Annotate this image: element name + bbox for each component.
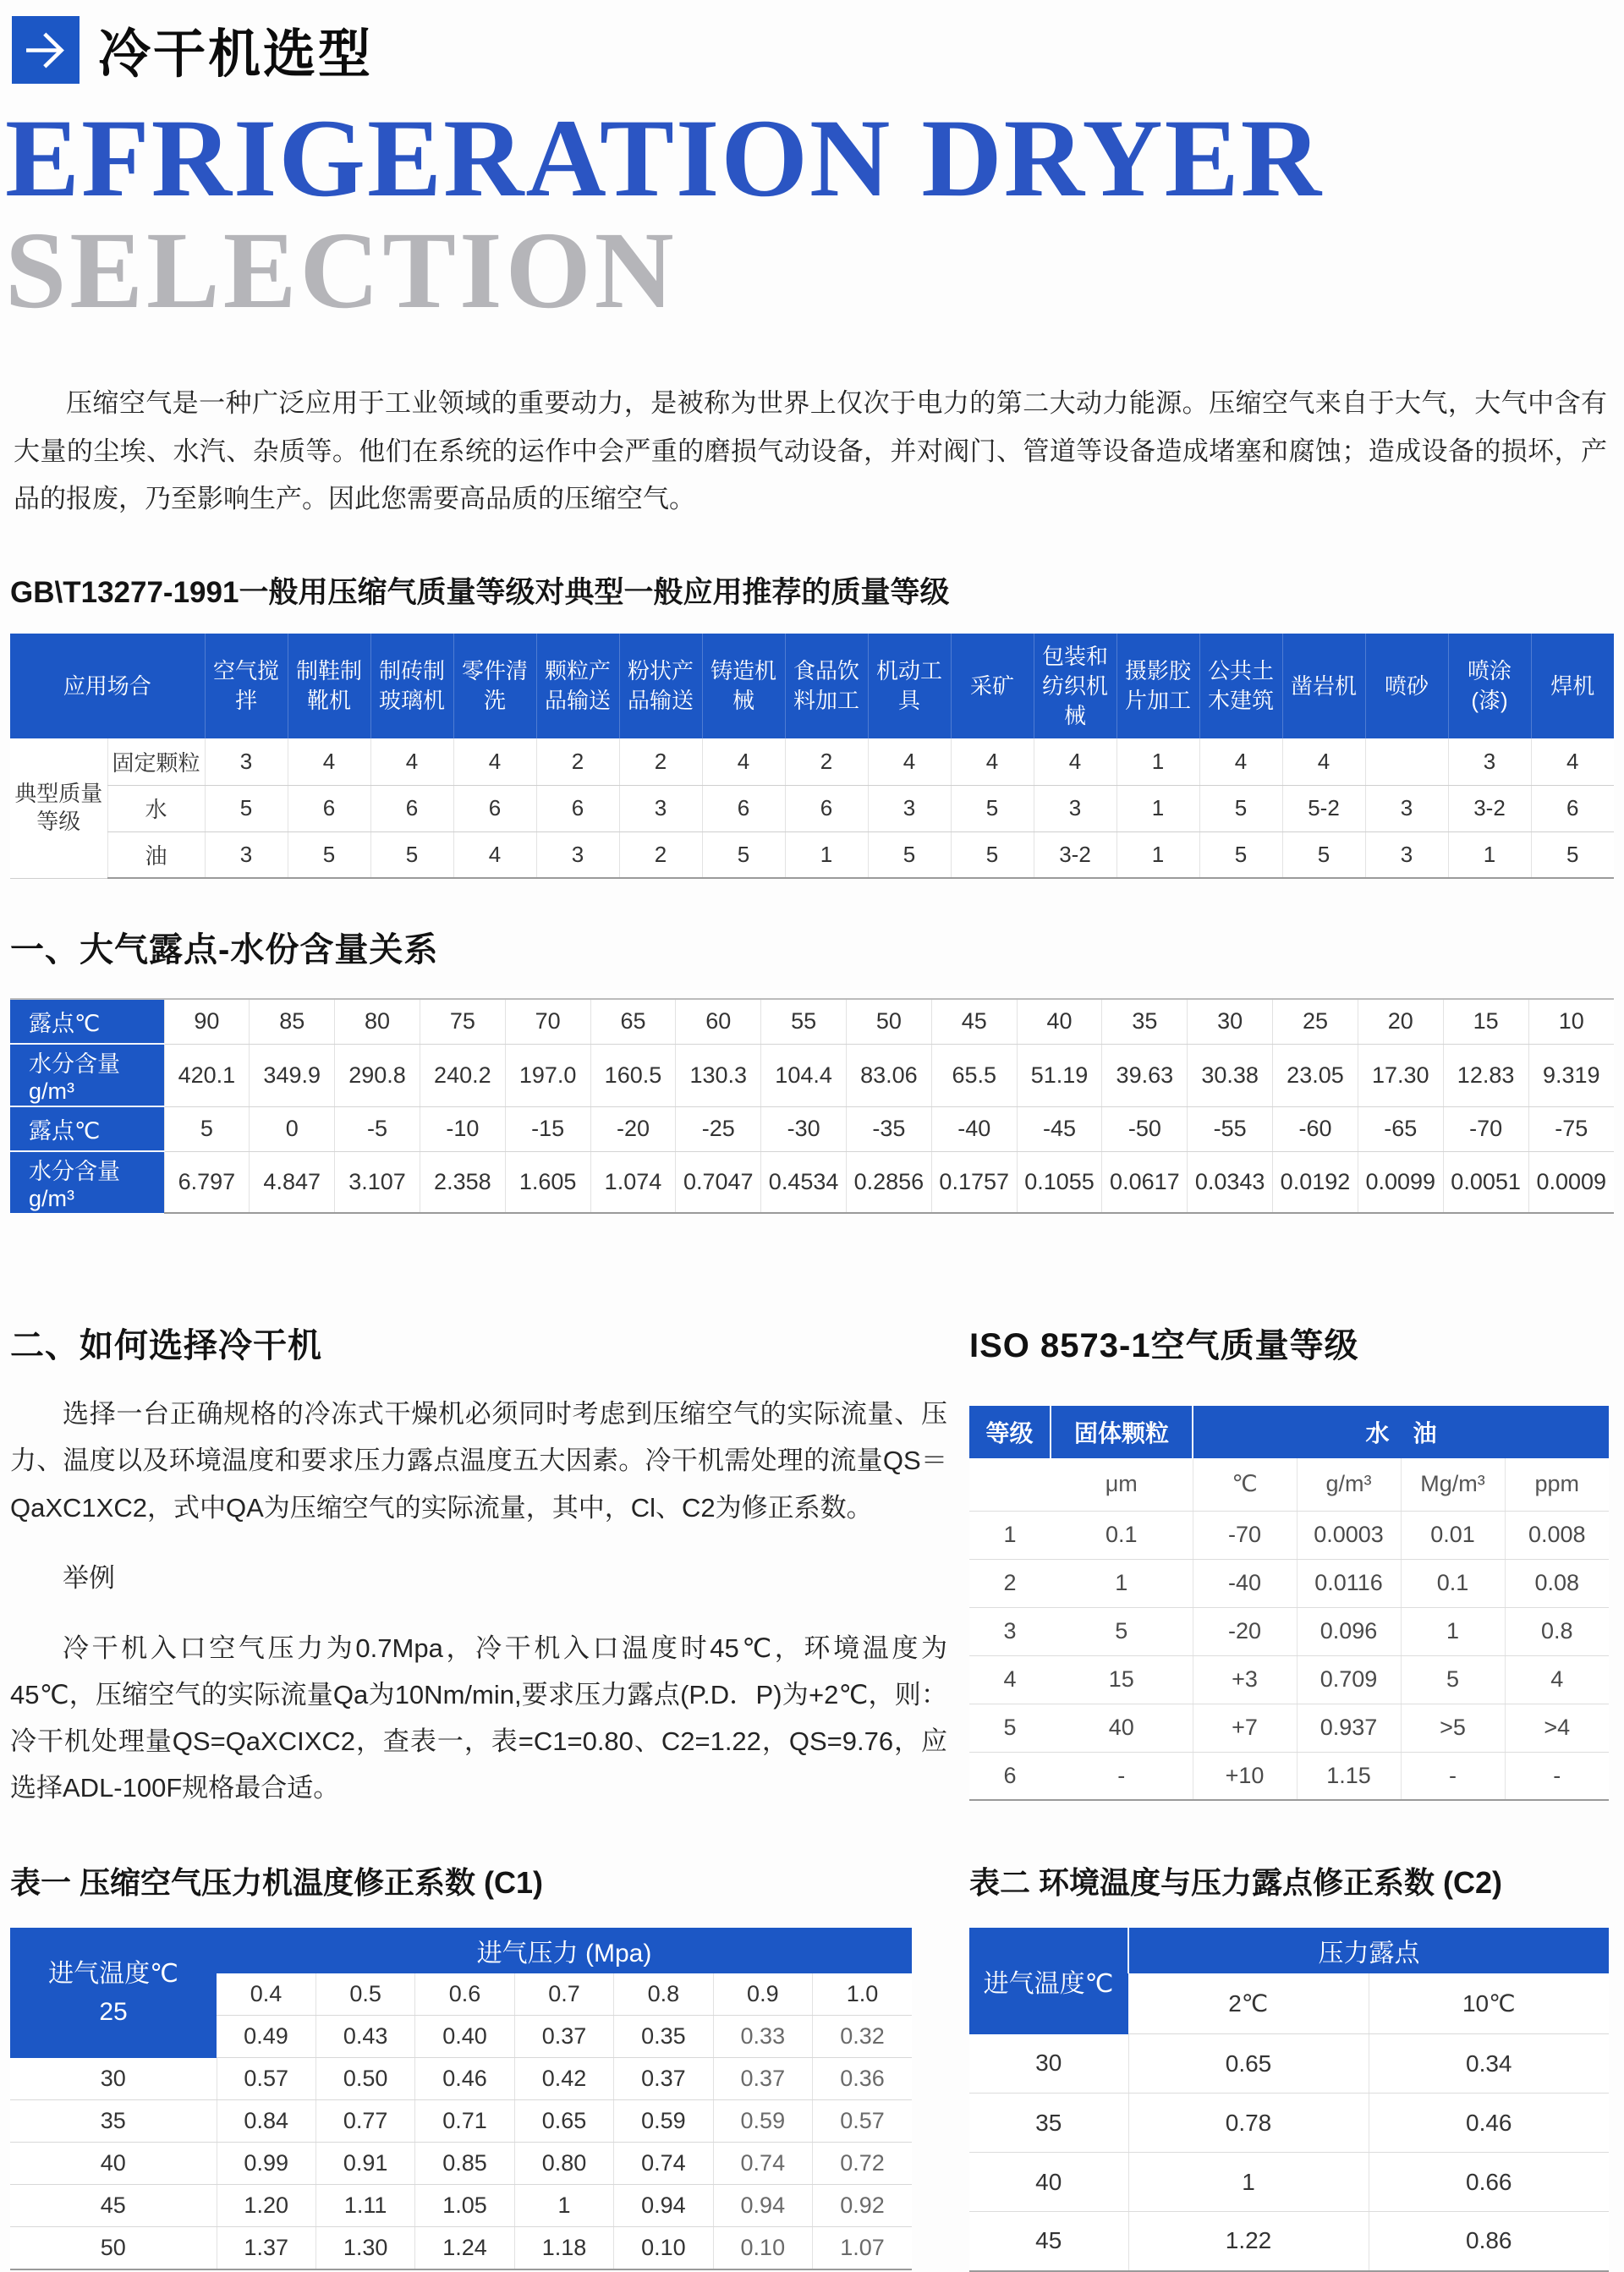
gb-cell: 5 bbox=[1531, 831, 1614, 878]
gb-row-label: 固定颗粒 bbox=[107, 738, 205, 785]
gb-cell: 2 bbox=[619, 738, 702, 785]
c1-cell: 0.32 bbox=[813, 2016, 912, 2058]
gb-cell: 5-2 bbox=[1282, 785, 1365, 831]
dew-cell: 0.0617 bbox=[1102, 1151, 1188, 1213]
gb-column-header: 颗粒产品输送 bbox=[536, 634, 619, 738]
c1-cell: 0.74 bbox=[614, 2143, 713, 2185]
c2-band-header: 压力露点 bbox=[1128, 1928, 1609, 1973]
c1-cell: 0.94 bbox=[614, 2185, 713, 2227]
c1-cell: 0.74 bbox=[713, 2143, 812, 2185]
c1-cell: 0.84 bbox=[217, 2100, 315, 2143]
dew-cell: 1.605 bbox=[505, 1151, 590, 1213]
iso-cell: 0.0116 bbox=[1297, 1559, 1401, 1607]
c1-cell: 0.43 bbox=[315, 2016, 414, 2058]
iso-cell: 1.15 bbox=[1297, 1752, 1401, 1800]
c1-band-header: 进气压力 (Mpa) bbox=[217, 1928, 912, 1973]
c1-temp-label: 35 bbox=[10, 2100, 217, 2143]
iso-header-water-oil: 水 油 bbox=[1193, 1406, 1609, 1458]
hero-title-en: EFRIGERATION DRYER bbox=[5, 96, 1324, 220]
gb-column-header: 凿岩机 bbox=[1282, 634, 1365, 738]
c1-corner-line2: 25 bbox=[99, 1997, 128, 2026]
iso-cell: 5 bbox=[1051, 1607, 1193, 1655]
gb-cell: 6 bbox=[288, 785, 370, 831]
c1-cell: 1.20 bbox=[217, 2185, 315, 2227]
c1-cell: 0.72 bbox=[813, 2143, 912, 2185]
c1-corner-line1: 进气温度℃ bbox=[48, 1959, 178, 1988]
c2-corner-header: 进气温度℃ bbox=[969, 1928, 1128, 2034]
gb-cell: 6 bbox=[536, 785, 619, 831]
gb-cell: 3-2 bbox=[1034, 831, 1116, 878]
iso-unit-cell bbox=[969, 1458, 1051, 1511]
c1-cell: 0.50 bbox=[315, 2058, 414, 2100]
gb-table bbox=[10, 634, 1614, 879]
bottom-tables-area bbox=[10, 1859, 1612, 2272]
c2-cell: 0.46 bbox=[1369, 2094, 1609, 2153]
dew-cell: -10 bbox=[420, 1106, 505, 1151]
c1-corner-header bbox=[10, 1928, 217, 2058]
c1-cell: 0.71 bbox=[415, 2100, 514, 2143]
gb-column-header: 摄影胶片加工 bbox=[1116, 634, 1199, 738]
c1-pressure-header: 0.7 bbox=[514, 1973, 613, 2016]
dew-cell: 60 bbox=[676, 999, 761, 1044]
gb-cell: 3 bbox=[1448, 738, 1531, 785]
gb-column-header: 食品饮料加工 bbox=[785, 634, 868, 738]
c1-temp-label: 40 bbox=[10, 2143, 217, 2185]
dew-cell: 50 bbox=[847, 999, 932, 1044]
gb-cell: 4 bbox=[868, 738, 951, 785]
gb-cell: 3-2 bbox=[1448, 785, 1531, 831]
c1-temp-label: 45 bbox=[10, 2185, 217, 2227]
gb-corner-header: 应用场合 bbox=[10, 634, 205, 738]
dew-cell: 9.319 bbox=[1528, 1044, 1614, 1106]
dew-cell: 10 bbox=[1528, 999, 1614, 1044]
c1-cell: 0.35 bbox=[614, 2016, 713, 2058]
dew-cell: -25 bbox=[676, 1106, 761, 1151]
c1-cell: 0.85 bbox=[415, 2143, 514, 2185]
iso-unit-cell: μm bbox=[1051, 1458, 1193, 1511]
dew-cell: 1.074 bbox=[590, 1151, 676, 1213]
c1-cell: 0.40 bbox=[415, 2016, 514, 2058]
iso-cell: +10 bbox=[1193, 1752, 1297, 1800]
iso-cell: 1 bbox=[1401, 1607, 1505, 1655]
iso-cell: 0.0003 bbox=[1297, 1511, 1401, 1559]
iso-cell: 0.937 bbox=[1297, 1704, 1401, 1752]
gb-cell: 5 bbox=[370, 831, 453, 878]
dew-table bbox=[10, 998, 1614, 1214]
iso-cell: >4 bbox=[1505, 1704, 1609, 1752]
howto-section-title: 二、如何选择冷干机 bbox=[10, 1327, 322, 1365]
gb-cell: 5 bbox=[1282, 831, 1365, 878]
c1-cell: 1.18 bbox=[514, 2227, 613, 2269]
c1-cell: 0.10 bbox=[614, 2227, 713, 2269]
dew-cell: 30.38 bbox=[1188, 1044, 1273, 1106]
c2-table bbox=[969, 1928, 1609, 2272]
iso-cell: 0.08 bbox=[1505, 1559, 1609, 1607]
gb-cell: 5 bbox=[702, 831, 785, 878]
dew-cell: 0 bbox=[250, 1106, 335, 1151]
gb-column-header: 喷砂 bbox=[1365, 634, 1448, 738]
gb-cell: 6 bbox=[453, 785, 536, 831]
dew-cell: 85 bbox=[250, 999, 335, 1044]
dew-cell: 0.0099 bbox=[1358, 1151, 1443, 1213]
gb-column-header: 制鞋制靴机 bbox=[288, 634, 370, 738]
iso-cell: 4 bbox=[1505, 1655, 1609, 1704]
page-header bbox=[12, 12, 1612, 87]
c1-cell: 0.99 bbox=[217, 2143, 315, 2185]
c1-cell: 0.59 bbox=[713, 2100, 812, 2143]
gb-cell: 4 bbox=[1034, 738, 1116, 785]
dew-cell: 420.1 bbox=[164, 1044, 250, 1106]
c2-cell: 0.86 bbox=[1369, 2212, 1609, 2271]
iso-cell: 1 bbox=[1051, 1559, 1193, 1607]
iso-cell: >5 bbox=[1401, 1704, 1505, 1752]
dew-cell: 12.83 bbox=[1443, 1044, 1528, 1106]
dew-row-label: 水分含量g/m³ bbox=[10, 1044, 164, 1106]
gb-cell: 2 bbox=[619, 831, 702, 878]
dew-cell: 0.0343 bbox=[1188, 1151, 1273, 1213]
iso-cell: 2 bbox=[969, 1559, 1051, 1607]
dew-cell: -20 bbox=[590, 1106, 676, 1151]
c2-temp-label: 45 bbox=[969, 2212, 1128, 2271]
gb-column-header: 喷涂(漆) bbox=[1448, 634, 1531, 738]
iso-cell: 40 bbox=[1051, 1704, 1193, 1752]
dew-cell: 0.4534 bbox=[761, 1151, 847, 1213]
c2-dewpoint-header: 10℃ bbox=[1369, 1973, 1609, 2034]
dew-cell: 130.3 bbox=[676, 1044, 761, 1106]
iso-cell: +7 bbox=[1193, 1704, 1297, 1752]
iso-cell: - bbox=[1051, 1752, 1193, 1800]
iso-cell: 0.8 bbox=[1505, 1607, 1609, 1655]
gb-cell: 4 bbox=[453, 738, 536, 785]
page-title: 冷干机选型 bbox=[98, 25, 374, 84]
gb-cell: 4 bbox=[453, 831, 536, 878]
c2-cell: 1.22 bbox=[1128, 2212, 1369, 2271]
c1-table-title: 表一 压缩空气压力机温度修正系数 (C1) bbox=[10, 1864, 544, 1900]
gb-row-group-label: 典型质量等级 bbox=[10, 738, 107, 878]
c1-pressure-header: 0.9 bbox=[713, 1973, 812, 2016]
c1-pressure-header: 0.5 bbox=[315, 1973, 414, 2016]
c1-temp-label: 30 bbox=[10, 2058, 217, 2100]
dew-section-title: 一、大气露点-水份含量关系 bbox=[10, 931, 439, 969]
dew-cell: -40 bbox=[931, 1106, 1017, 1151]
dew-cell: 23.05 bbox=[1273, 1044, 1358, 1106]
dew-cell: 30 bbox=[1188, 999, 1273, 1044]
dew-cell: 0.1757 bbox=[931, 1151, 1017, 1213]
gb-cell: 3 bbox=[536, 831, 619, 878]
c1-pressure-header: 1.0 bbox=[813, 1973, 912, 2016]
dew-cell: -60 bbox=[1273, 1106, 1358, 1151]
iso-cell: 0.008 bbox=[1505, 1511, 1609, 1559]
c1-cell: 0.91 bbox=[315, 2143, 414, 2185]
c1-cell: 0.37 bbox=[614, 2058, 713, 2100]
iso-header-grade: 等级 bbox=[969, 1406, 1051, 1458]
gb-cell: 1 bbox=[1116, 785, 1199, 831]
iso-cell: 0.096 bbox=[1297, 1607, 1401, 1655]
gb-cell: 3 bbox=[868, 785, 951, 831]
gb-column-header: 零件清洗 bbox=[453, 634, 536, 738]
iso-table bbox=[969, 1406, 1609, 1801]
dew-cell: -15 bbox=[505, 1106, 590, 1151]
iso-section-title: ISO 8573-1空气质量等级 bbox=[969, 1327, 1359, 1365]
c2-cell: 1 bbox=[1128, 2153, 1369, 2212]
gb-cell bbox=[1365, 738, 1448, 785]
c1-temp-label: 50 bbox=[10, 2227, 217, 2269]
c1-cell: 1.24 bbox=[415, 2227, 514, 2269]
dew-cell: 104.4 bbox=[761, 1044, 847, 1106]
c2-block bbox=[969, 1859, 1612, 2272]
iso-column bbox=[969, 1275, 1612, 1811]
gb-cell: 3 bbox=[1034, 785, 1116, 831]
dew-cell: 70 bbox=[505, 999, 590, 1044]
c1-cell: 0.42 bbox=[514, 2058, 613, 2100]
gb-cell: 3 bbox=[1365, 785, 1448, 831]
dew-cell: -70 bbox=[1443, 1106, 1528, 1151]
gb-column-header: 采矿 bbox=[951, 634, 1034, 738]
c1-pressure-header: 0.4 bbox=[217, 1973, 315, 2016]
arrow-icon bbox=[12, 16, 80, 84]
dew-cell: 160.5 bbox=[590, 1044, 676, 1106]
iso-cell: 0.1 bbox=[1401, 1559, 1505, 1607]
dew-cell: -50 bbox=[1102, 1106, 1188, 1151]
dew-cell: 65 bbox=[590, 999, 676, 1044]
gb-cell: 5 bbox=[205, 785, 288, 831]
dew-cell: 45 bbox=[931, 999, 1017, 1044]
gb-cell: 5 bbox=[1199, 785, 1282, 831]
c2-temp-label: 30 bbox=[969, 2034, 1128, 2094]
gb-cell: 5 bbox=[288, 831, 370, 878]
iso-cell: 15 bbox=[1051, 1655, 1193, 1704]
gb-cell: 3 bbox=[205, 738, 288, 785]
gb-cell: 5 bbox=[1199, 831, 1282, 878]
gb-row-label: 油 bbox=[107, 831, 205, 878]
iso-unit-cell: ppm bbox=[1505, 1458, 1609, 1511]
iso-cell: 3 bbox=[969, 1607, 1051, 1655]
gb-cell: 4 bbox=[288, 738, 370, 785]
dew-cell: 39.63 bbox=[1102, 1044, 1188, 1106]
dew-cell: 0.1055 bbox=[1017, 1151, 1102, 1213]
c1-cell: 1 bbox=[514, 2185, 613, 2227]
dew-cell: -75 bbox=[1528, 1106, 1614, 1151]
c1-cell: 0.94 bbox=[713, 2185, 812, 2227]
dew-cell: 55 bbox=[761, 999, 847, 1044]
howto-column bbox=[10, 1275, 947, 1811]
gb-cell: 6 bbox=[702, 785, 785, 831]
c1-cell: 1.30 bbox=[315, 2227, 414, 2269]
dew-cell: 75 bbox=[420, 999, 505, 1044]
dew-cell: 240.2 bbox=[420, 1044, 505, 1106]
dew-cell: 83.06 bbox=[847, 1044, 932, 1106]
dew-cell: -65 bbox=[1358, 1106, 1443, 1151]
iso-header-particle: 固体颗粒 bbox=[1051, 1406, 1193, 1458]
gb-cell: 5 bbox=[951, 785, 1034, 831]
dew-cell: 17.30 bbox=[1358, 1044, 1443, 1106]
c1-cell: 1.11 bbox=[315, 2185, 414, 2227]
dew-cell: 65.5 bbox=[931, 1044, 1017, 1106]
c2-cell: 0.78 bbox=[1128, 2094, 1369, 2153]
c1-cell: 0.59 bbox=[614, 2100, 713, 2143]
gb-table-title: GB\T13277-1991一般用压缩气质量等级对典型一般应用推荐的质量等级 bbox=[10, 576, 950, 610]
c1-table bbox=[10, 1928, 912, 2270]
gb-cell: 4 bbox=[370, 738, 453, 785]
c1-block bbox=[10, 1859, 912, 2272]
c1-cell: 0.57 bbox=[217, 2058, 315, 2100]
dew-cell: 0.0192 bbox=[1273, 1151, 1358, 1213]
gb-cell: 1 bbox=[785, 831, 868, 878]
iso-cell: - bbox=[1401, 1752, 1505, 1800]
gb-cell: 4 bbox=[1282, 738, 1365, 785]
c2-dewpoint-header: 2℃ bbox=[1128, 1973, 1369, 2034]
iso-cell: +3 bbox=[1193, 1655, 1297, 1704]
c2-temp-label: 40 bbox=[969, 2153, 1128, 2212]
dew-cell: 15 bbox=[1443, 999, 1528, 1044]
gb-column-header: 铸造机械 bbox=[702, 634, 785, 738]
c2-table-title: 表二 环境温度与压力露点修正系数 (C2) bbox=[969, 1864, 1503, 1900]
howto-paragraph-3: 冷干机入口空气压力为0.7Mpa，冷干机入口温度时45℃，环境温度为45℃，压缩空气的实际流量Qa为10Nm/min,要求压力露点(P.D．P)为+2℃，则：冷干机处理量QS=QaXCIXC2，查表一，表=C1=0.80、C2=1.22，QS=9.76，应选择ADL-100F规格最合适。 bbox=[10, 1633, 947, 1803]
dew-cell: 20 bbox=[1358, 999, 1443, 1044]
dew-cell: -5 bbox=[335, 1106, 420, 1151]
dew-cell: 6.797 bbox=[164, 1151, 250, 1213]
iso-cell: 5 bbox=[969, 1704, 1051, 1752]
c2-cell: 0.66 bbox=[1369, 2153, 1609, 2212]
dew-cell: 5 bbox=[164, 1106, 250, 1151]
gb-cell: 1 bbox=[1448, 831, 1531, 878]
gb-cell: 4 bbox=[1531, 738, 1614, 785]
gb-cell: 5 bbox=[868, 831, 951, 878]
dew-cell: 290.8 bbox=[335, 1044, 420, 1106]
gb-column-header: 空气搅拌 bbox=[205, 634, 288, 738]
c1-cell: 1.37 bbox=[217, 2227, 315, 2269]
dew-cell: 2.358 bbox=[420, 1151, 505, 1213]
gb-cell: 6 bbox=[370, 785, 453, 831]
dew-row-label: 露点℃ bbox=[10, 1106, 164, 1151]
dew-cell: -55 bbox=[1188, 1106, 1273, 1151]
gb-row-label: 水 bbox=[107, 785, 205, 831]
c1-cell: 0.33 bbox=[713, 2016, 812, 2058]
intro-paragraph: 压缩空气是一种广泛应用于工业领域的重要动力，是被称为世界上仅次于电力的第二大动力能源。压缩空气来自于大气，大气中含有大量的尘埃、水汽、杂质等。他们在系统的运作中会严重的磨损气动设备，并对阀门、管道等设备造成堵塞和腐蚀；造成设备的损坏，产品的报废，乃至影响生产。因此您需要高品质的压缩空气。 bbox=[14, 388, 1607, 514]
gb-cell: 3 bbox=[619, 785, 702, 831]
c1-cell: 1.07 bbox=[813, 2227, 912, 2269]
c1-cell: 0.65 bbox=[514, 2100, 613, 2143]
c1-cell: 0.57 bbox=[813, 2100, 912, 2143]
gb-cell: 4 bbox=[702, 738, 785, 785]
gb-cell: 4 bbox=[1199, 738, 1282, 785]
iso-cell: -70 bbox=[1193, 1511, 1297, 1559]
dew-cell: 51.19 bbox=[1017, 1044, 1102, 1106]
gb-cell: 6 bbox=[785, 785, 868, 831]
c1-pressure-header: 0.6 bbox=[415, 1973, 514, 2016]
two-column-area bbox=[10, 1275, 1612, 1811]
howto-paragraph-2: 举例 bbox=[63, 1562, 115, 1593]
dew-row-label: 露点℃ bbox=[10, 999, 164, 1044]
iso-cell: - bbox=[1505, 1752, 1609, 1800]
c1-cell: 0.49 bbox=[217, 2016, 315, 2058]
gb-cell: 1 bbox=[1116, 738, 1199, 785]
c1-cell: 0.37 bbox=[713, 2058, 812, 2100]
gb-column-header: 机动工具 bbox=[868, 634, 951, 738]
gb-column-header: 公共土木建筑 bbox=[1199, 634, 1282, 738]
gb-column-header: 粉状产品输送 bbox=[619, 634, 702, 738]
iso-unit-cell: Mg/m³ bbox=[1401, 1458, 1505, 1511]
iso-cell: -40 bbox=[1193, 1559, 1297, 1607]
dew-cell: 40 bbox=[1017, 999, 1102, 1044]
gb-cell: 4 bbox=[951, 738, 1034, 785]
dew-cell: 0.7047 bbox=[676, 1151, 761, 1213]
gb-cell: 5 bbox=[951, 831, 1034, 878]
c2-cell: 0.34 bbox=[1369, 2034, 1609, 2094]
c1-pressure-header: 0.8 bbox=[614, 1973, 713, 2016]
dew-cell: 25 bbox=[1273, 999, 1358, 1044]
dew-cell: 80 bbox=[335, 999, 420, 1044]
iso-cell: 0.1 bbox=[1051, 1511, 1193, 1559]
gb-cell: 2 bbox=[785, 738, 868, 785]
c1-cell: 0.92 bbox=[813, 2185, 912, 2227]
gb-column-header: 制砖制玻璃机 bbox=[370, 634, 453, 738]
c1-cell: 0.46 bbox=[415, 2058, 514, 2100]
c1-cell: 0.80 bbox=[514, 2143, 613, 2185]
c1-cell: 1.05 bbox=[415, 2185, 514, 2227]
iso-cell: 4 bbox=[969, 1655, 1051, 1704]
gb-column-header: 焊机 bbox=[1531, 634, 1614, 738]
gb-column-header: 包装和纺织机械 bbox=[1034, 634, 1116, 738]
iso-cell: 1 bbox=[969, 1511, 1051, 1559]
dew-cell: 349.9 bbox=[250, 1044, 335, 1106]
iso-unit-cell: ℃ bbox=[1193, 1458, 1297, 1511]
dew-row-label: 水分含量g/m³ bbox=[10, 1151, 164, 1213]
dew-cell: 0.0009 bbox=[1528, 1151, 1614, 1213]
gb-cell: 3 bbox=[205, 831, 288, 878]
dew-cell: -45 bbox=[1017, 1106, 1102, 1151]
dew-cell: 90 bbox=[164, 999, 250, 1044]
c1-cell: 0.10 bbox=[713, 2227, 812, 2269]
gb-cell: 2 bbox=[536, 738, 619, 785]
iso-cell: 6 bbox=[969, 1752, 1051, 1800]
c2-temp-label: 35 bbox=[969, 2094, 1128, 2153]
iso-cell: -20 bbox=[1193, 1607, 1297, 1655]
iso-unit-cell: g/m³ bbox=[1297, 1458, 1401, 1511]
gb-cell: 6 bbox=[1531, 785, 1614, 831]
dew-cell: 197.0 bbox=[505, 1044, 590, 1106]
c1-cell: 0.37 bbox=[514, 2016, 613, 2058]
dew-cell: -35 bbox=[847, 1106, 932, 1151]
iso-cell: 0.709 bbox=[1297, 1655, 1401, 1704]
c1-cell: 0.77 bbox=[315, 2100, 414, 2143]
dew-cell: 3.107 bbox=[335, 1151, 420, 1213]
iso-cell: 0.01 bbox=[1401, 1511, 1505, 1559]
dew-cell: -30 bbox=[761, 1106, 847, 1151]
iso-cell: 5 bbox=[1401, 1655, 1505, 1704]
dew-cell: 0.0051 bbox=[1443, 1151, 1528, 1213]
hero-subtitle-en: SELECTION bbox=[5, 210, 678, 332]
dew-cell: 0.2856 bbox=[847, 1151, 932, 1213]
gb-cell: 3 bbox=[1365, 831, 1448, 878]
c2-cell: 0.65 bbox=[1128, 2034, 1369, 2094]
right-arrow-icon bbox=[21, 25, 70, 74]
gb-cell: 1 bbox=[1116, 831, 1199, 878]
dew-cell: 4.847 bbox=[250, 1151, 335, 1213]
dew-cell: 35 bbox=[1102, 999, 1188, 1044]
c1-cell: 0.36 bbox=[813, 2058, 912, 2100]
howto-paragraph-1: 选择一台正确规格的冷冻式干燥机必须同时考虑到压缩空气的实际流量、压力、温度以及环境温度和要求压力露点温度五大因素。冷干机需处理的流量QS＝QaXC1XC2，式中QA为压缩空气的实际流量，其中，Cl、C2为修正系数。 bbox=[10, 1399, 947, 1523]
